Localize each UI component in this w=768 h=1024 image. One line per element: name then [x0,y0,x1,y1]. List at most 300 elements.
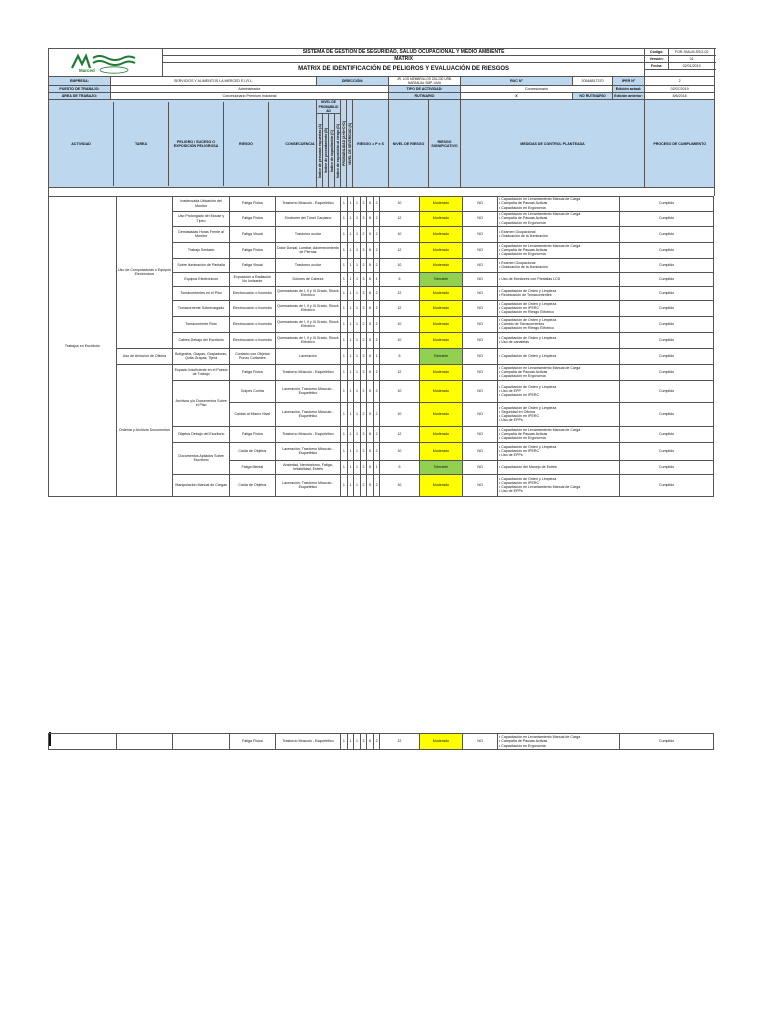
control-measure: • Capacitación en Ergonomía [499,220,546,225]
cell-riesgo: Fatiga Física [229,196,275,211]
control-measure: • Campaña de Pausas Activas [499,739,548,744]
cell-consecuencia: Quemaduras de I, II y III Grado, Shock Eléctrico [275,316,340,332]
control-measure: • Capacitación en Levantamiento Manual de Carga [499,212,581,217]
control-measure: • Capacitación en Ergonomía [499,374,546,379]
cell-proceso: Cumplido [620,348,714,364]
control-measure: • Uso de EPPs [499,489,523,494]
fecha-value: 02/01/2019 [669,63,715,70]
cell-consecuencia: Trastorno Músculo - Esquelético [275,196,340,211]
cell-idx-b: 1 [347,196,354,211]
cell-significativo: NO [463,460,498,474]
tipo-label: TIPO DE ACTIVIDAD: [389,86,461,93]
cell-severidad: 2 [373,442,380,460]
cell-idx-b: 1 [347,332,354,348]
cell-idx-d: 3 [360,300,367,316]
cell-idx-d: 2 [360,196,367,211]
cell-consecuencia: Ansiedad, Nerviosismo, Fatiga, Irritabilidad, Estrés [275,460,340,474]
cell-idx-b: 1 [347,226,354,242]
cell-riesgo: Electrocución o Incendio [229,332,275,348]
cell-probabilidad: 5 [367,332,374,348]
cell-idx-d: 3 [360,426,367,442]
cell-medidas [498,196,620,211]
cell-medidas [498,211,620,226]
ruc-label: RUC N° [461,77,573,86]
col-consecuencia: CONSECUENCIA [285,141,315,146]
tipo-value: Concesionario [461,86,613,93]
cell-idx-b: 1 [347,380,354,402]
col-idx-b-label: Índice de procedimiento (B) [324,128,328,173]
control-measure: • Capacitación en IPERC [499,480,540,485]
cell-medidas [498,380,620,402]
cell-idx-a: 1 [341,474,348,496]
cell-consecuencia: Quemaduras de I, II y III Grado, Shock Eléctrico [275,332,340,348]
cell-probabilidad: 6 [367,272,374,286]
cell-medidas [498,316,620,332]
cell-consecuencia: Trastorno Músculo - Esquelético [275,364,340,380]
control-measure: • Capacitación de Orden y Limpieza [499,353,557,358]
cell-riesgo: Fatiga Física [229,734,275,750]
peligro-cell: Inadecuada Ubicación del Monitor [173,196,230,211]
col-riesgo: RIESGO [224,102,269,186]
cell-idx-b: 1 [347,272,354,286]
cell-proceso: Cumplido [620,460,714,474]
rutinario-value: X [461,93,573,100]
peligro-cell: Bolígrafos, Grapas, Grapadoras, Quita Grapas, Tijera [173,348,230,364]
control-measure: • Examen Ocupacional [499,260,536,265]
cell-significativo: NO [463,211,498,226]
cell-medidas [498,734,620,750]
cell-idx-b: 1 [347,258,354,272]
control-measure: • Capacitación en Ergonomía [499,436,546,441]
cell-nivel-riesgo: Moderado [419,300,463,316]
doc-title: MATRIX DE IDENTIFICACIÓN DE PELIGROS Y EVALUACIÓN DE RIESGOS [163,63,645,77]
cell-medidas [498,332,620,348]
cell-consecuencia: Dolores de Cabeza [275,272,340,286]
cell-idx-a: 1 [341,300,348,316]
cell-consecuencia: Trastorno ocular [275,226,340,242]
cell-idx-d: 2 [360,442,367,460]
cell-riesgo-ps: 12 [380,364,419,380]
cell-idx-b: 1 [347,402,354,426]
cell-idx-a: 1 [341,332,348,348]
control-measure: • Reubicación de Tomacorrientes [499,293,552,298]
blank-cell [645,70,715,77]
cell-severidad: 2 [373,426,380,442]
cell-idx-a: 1 [341,286,348,300]
cell-severidad: 1 [373,460,380,474]
cell-consecuencia: Quemaduras de I, II y III Grado, Shock Eléctrico [275,300,340,316]
cell-idx-b: 1 [347,364,354,380]
cell-medidas [498,426,620,442]
cell-significativo: NO [463,442,498,460]
cell-severidad: 2 [373,734,380,750]
task-cell: Uso de Computadoras o Equipos Electrónicos [116,196,173,348]
cell-probabilidad: 5 [367,226,374,242]
cell-consecuencia: Trastorno Músculo - Esquelético [275,734,340,750]
cell-medidas [498,286,620,300]
cell-riesgo-ps: 12 [380,211,419,226]
cell-idx-b: 1 [347,300,354,316]
cell-idx-a: 1 [341,211,348,226]
cell-idx-d: 2 [360,226,367,242]
cell-severidad: 2 [373,211,380,226]
control-measure: • Capacitación en Levantamiento Manual de Carga [499,735,581,740]
cell-proceso: Cumplido [620,426,714,442]
cell-proceso: Cumplido [620,258,714,272]
cell-nivel-riesgo: Tolerable [419,460,463,474]
cell-severidad: 2 [373,286,380,300]
cell-consecuencia: Síndrome del Túnel Carpiano [275,211,340,226]
cell-idx-a: 1 [341,348,348,364]
cell-idx-c: 1 [354,300,361,316]
control-measure: • Capacitación del Manejo de Estrés [499,464,557,469]
col-proceso: PROCESO DE CUMPLIMIENTO [645,100,715,188]
cell-consecuencia: Dolor Dorsal, Lumbar, Adormecimiento de Piernas [275,242,340,258]
control-measure: • Graduación de la Iluminación [499,234,548,239]
area-value: Concesionario Premium Industrial [111,93,389,100]
cell-proceso: Cumplido [620,364,714,380]
col-nivel-riesgo: NIVEL DE RIESGO [389,100,429,188]
cell-idx-d: 3 [360,734,367,750]
cell-severidad: 2 [373,196,380,211]
peligro-cell: Trabajo Sentado [173,242,230,258]
control-measure: • Capacitación en Riesgo Eléctrico [499,310,555,315]
cell-idx-b: 1 [347,460,354,474]
cell-nivel-riesgo: Moderado [419,734,463,750]
cell-significativo: NO [463,474,498,496]
cell-idx-c: 1 [354,226,361,242]
col-idx-a [317,114,323,188]
cell-consecuencia: Quemaduras de I, II y III Grado, Shock Eléctrico [275,286,340,300]
cell-nivel-riesgo: Moderado [419,258,463,272]
cell-idx-c: 1 [354,258,361,272]
peligro-cell: Espacio Insuficiente en el Puesto de Trabajo [173,364,230,380]
cell-idx-c: 1 [354,272,361,286]
cell-proceso: Cumplido [620,474,714,496]
cell-riesgo: Electrocución o Incendio [229,300,275,316]
cell-medidas [498,300,620,316]
cell-nivel-riesgo: Moderado [419,316,463,332]
edicion-actual-value: 02/07/2019 [645,86,715,93]
cell-nivel-riesgo: Moderado [419,442,463,460]
cell-significativo: NO [463,348,498,364]
peligro-cell: Demasiadas Horas Frente al Monitor [173,226,230,242]
control-measure: • Capacitación de Orden y Limpieza [499,384,557,389]
cell-idx-c: 1 [354,402,361,426]
cell-nivel-riesgo: Moderado [419,380,463,402]
cell-nivel-riesgo: Moderado [419,474,463,496]
cell-riesgo: Caídas al Mismo Nivel [229,402,275,426]
cell-severidad: 1 [373,272,380,286]
cell-riesgo: Electrocución o Incendio [229,316,275,332]
cell-probabilidad: 5 [367,258,374,272]
cell-riesgo: Golpes Contra [229,380,275,402]
company-logo [49,49,163,77]
matrix-body [48,196,714,497]
control-measure: • Uso de EPPs [499,418,523,423]
cell-idx-a: 1 [341,316,348,332]
peligro-cell: Uso Prolongado del Mouse y Tipeo [173,211,230,226]
cell-significativo: NO [463,402,498,426]
control-measure: • Capacitación en IPERC [499,393,540,398]
control-measure: • Campaña de Pausas Activas [499,369,548,374]
control-measure: • Capacitación de Orden y Limpieza [499,335,557,340]
cell-riesgo: Caída de Objetos [229,442,275,460]
cell-idx-b: 1 [347,442,354,460]
cell-idx-d: 2 [360,474,367,496]
cell-idx-c: 1 [354,242,361,258]
cell-riesgo-ps: 12 [380,300,419,316]
cell-idx-c: 1 [354,380,361,402]
cell-significativo: NO [463,226,498,242]
cell-probabilidad: 6 [367,734,374,750]
cell-significativo: NO [463,734,498,750]
cell-significativo: NO [463,316,498,332]
cell-riesgo-ps: 10 [380,380,419,402]
col-idx-d [335,114,341,188]
cell-probabilidad: 6 [367,286,374,300]
control-measure: • Capacitación de Orden y Limpieza [499,405,557,410]
control-measure: • Capacitación en Levantamiento Manual de Carga [499,243,581,248]
cell-idx-a: 1 [341,442,348,460]
version-value: 01 [669,56,715,63]
control-measure: • Capacitación en Levantamiento Manual de Carga [499,427,581,432]
col-actividad-spacer [49,100,317,188]
edicion-anterior-label: Edición anterior: [614,94,643,99]
cell-proceso: Cumplido [620,211,714,226]
cell-nivel-riesgo: Moderado [419,426,463,442]
cell-riesgo: Contacto con Objetos Punzo Cortantes [229,348,275,364]
col-idx-c-label: Índice de capacitación (C) [330,129,334,172]
cell-nivel-riesgo: Moderado [419,402,463,426]
cell-riesgo-ps: 10 [380,402,419,426]
cell-significativo: NO [463,300,498,316]
cell-idx-d: 2 [360,316,367,332]
cell-significativo: NO [463,380,498,402]
activity-cell: Trabajos en Escritorio [49,196,117,496]
peligro-cell: Sobre iluminación de Pantalla [173,258,230,272]
cell-riesgo: Fatiga Física [229,242,275,258]
peligro-cell: Tomacorriente Roto [173,316,230,332]
cell-severidad: 2 [373,380,380,402]
cell-nivel-riesgo: Tolerable [419,348,463,364]
cell-medidas [498,348,620,364]
cell-consecuencia: Laceración [275,348,340,364]
cell-proceso: Cumplido [620,734,714,750]
cell-idx-a: 1 [341,426,348,442]
cell-probabilidad: 5 [367,474,374,496]
cell-significativo: NO [463,272,498,286]
cell-nivel-riesgo: Tolerable [419,272,463,286]
cell-idx-a: 1 [341,402,348,426]
cell-consecuencia: Laceración, Trastorno Músculo - Esquelético [275,442,340,460]
cell-idx-d: 2 [360,258,367,272]
cell-nivel-riesgo: Moderado [419,286,463,300]
cell-probabilidad: 5 [367,196,374,211]
cell-medidas [498,460,620,474]
system-title: SISTEMA DE GESTION DE SEGURIDAD, SALUD OCUPACIONAL Y MEDIO AMBIENTE [163,49,645,56]
continuation-block [48,733,714,750]
spacer-row [49,188,715,196]
cell-idx-c: 1 [354,196,361,211]
control-measure: • Cambio de Tomacorrientes [499,321,545,326]
cell-severidad: 2 [373,242,380,258]
cell-nivel-riesgo: Moderado [419,364,463,380]
cell-riesgo: Fatiga Física [229,211,275,226]
control-measure: • Uso de EPP [499,388,521,393]
col-prob-total-label: PROBABILIDAD (A+B+C+D) [342,121,346,167]
cell-idx-d: 3 [360,211,367,226]
cell-consecuencia: Laceración, Trastorno Músculo - Esquelético [275,474,340,496]
cell-idx-c: 1 [354,316,361,332]
empresa-label: EMPRESA: [49,77,111,86]
cell-riesgo-ps: 10 [380,226,419,242]
cell-proceso: Cumplido [620,300,714,316]
cell-idx-b: 1 [347,426,354,442]
cell-probabilidad: 5 [367,380,374,402]
cell-riesgo-ps: 6 [380,348,419,364]
cell-proceso: Cumplido [620,286,714,300]
control-measure: • Capacitación de Orden y Limpieza [499,444,557,449]
cell-probabilidad: 6 [367,300,374,316]
direccion-value: JR. LOS MEMBRILLOS 226-230 URB. NARANJAL SMP. LIMA [389,77,461,86]
area-label: ÁREA DE TRABAJO: [49,93,111,100]
cell-probabilidad: 6 [367,348,374,364]
task-cell: Ordenar y Archivar Documentos [116,364,173,496]
cell-riesgo: Electrocución o Incendio [229,286,275,300]
cell-idx-c: 1 [354,426,361,442]
cell-severidad: 2 [373,226,380,242]
control-measure: • Capacitación de Orden y Limpieza [499,288,557,293]
cell-idx-d: 3 [360,364,367,380]
cell-medidas [498,226,620,242]
edicion-anterior-value: 8/6/2018 [645,93,715,100]
cell-riesgo-ps: 10 [380,474,419,496]
cell-nivel-riesgo: Moderado [419,211,463,226]
control-measure: • Capacitación en Levantamiento Manual de Carga [499,365,581,370]
cell-medidas [498,364,620,380]
iper-value: 2 [645,77,715,86]
cell-riesgo: Exposición a Radiación No Ionizante [229,272,275,286]
control-measure: • Capacitación de Orden y Limpieza [499,476,557,481]
control-measure: • Campaña de Pausas Activas [499,247,548,252]
cell-riesgo-ps: 12 [380,734,419,750]
cell-severidad: 2 [373,300,380,316]
cell-idx-d: 3 [360,348,367,364]
cell-proceso: Cumplido [620,242,714,258]
control-measure: • Capacitación en IPERC [499,414,540,419]
cell-severidad: 2 [373,402,380,426]
cell-riesgo: Fatiga Visual [229,226,275,242]
control-measure: • Campaña de Pausas Activas [499,201,548,206]
iper-matrix-sheet [48,48,714,497]
control-measure: • Capacitación en Ergonomía [499,205,546,210]
cell-probabilidad: 6 [367,364,374,380]
col-peligro: PELIGRO / SUCESO O EXPOSICIÓN PELIGROSA [169,102,224,186]
peligro-cell: Cables Debajo del Escritorio [173,332,230,348]
task-cell: Uso de Artículos de Oficina [116,348,173,364]
cell-significativo: NO [463,364,498,380]
cell-riesgo: Fatiga Física [229,426,275,442]
cell-proceso: Cumplido [620,380,714,402]
cell-proceso: Cumplido [620,272,714,286]
cell-idx-a: 1 [341,734,348,750]
control-measure: • Capacitación en Ergonomía [499,743,546,748]
table-row [49,364,714,380]
control-measure: • Seguridad en Oficina [499,409,535,414]
cell-idx-b: 1 [347,242,354,258]
cell-idx-c: 1 [354,348,361,364]
cell-idx-d: 3 [360,242,367,258]
doc-type: MATRIX [163,56,645,63]
cell-idx-a: 1 [341,380,348,402]
col-nivel-prob: NIVEL DE PROBABILIDAD [317,100,341,114]
header-table [48,48,715,196]
col-riesgo-ps: RIESGO = P x S [353,100,389,188]
cell-medidas [498,402,620,426]
cell-riesgo-ps: 10 [380,316,419,332]
control-measure: • Examen Ocupacional [499,229,536,234]
cell-proceso: Cumplido [620,316,714,332]
cell-riesgo-ps: 10 [380,332,419,348]
cell-consecuencia: Trastorno ocular [275,258,340,272]
table-row [49,348,714,364]
control-measure: • Campaña de Pausas Activas [499,216,548,221]
col-idx-d-label: Índice de exposición al riesgo (D) [336,123,340,178]
cell-idx-d: 2 [360,332,367,348]
cell-riesgo: Fatiga Visual [229,258,275,272]
peligro-cell: Manipulación Manual de Cargas [173,474,230,496]
peligro-cell: Documentos Apilados Sobre Escritorio [173,442,230,474]
continuation-table [48,733,714,750]
cell-significativo: NO [463,242,498,258]
cell-idx-c: 1 [354,332,361,348]
cell-idx-b: 1 [347,316,354,332]
table-row [49,734,714,750]
cell-proceso: Cumplido [620,226,714,242]
control-measure: • Uso de canaletas [499,340,530,345]
logo-text: Marced [79,68,95,73]
col-significativo: RIESGO SIGNIFICATIVO [429,100,461,188]
cell-riesgo-ps: 6 [380,272,419,286]
cell-idx-d: 2 [360,402,367,426]
cell-probabilidad: 5 [367,460,374,474]
peligro-cell [173,734,230,750]
control-measure: • Capacitación de Orden y Limpieza [499,301,557,306]
cell-severidad: 2 [373,316,380,332]
cell-riesgo-ps: 5 [380,460,419,474]
cell-proceso: Cumplido [620,332,714,348]
activity-cell [49,734,117,750]
control-measure: • Capacitación en Riesgo Eléctrico [499,326,555,331]
cell-consecuencia: Trastorno Músculo - Esquelético [275,426,340,442]
col-tarea: TAREA [114,102,169,186]
peligro-cell: Archivos y/o Documentos Sobre el Piso [173,380,230,426]
cell-probabilidad: 6 [367,211,374,226]
cell-idx-c: 1 [354,460,361,474]
cell-significativo: NO [463,258,498,272]
cell-consecuencia: Laceración, Trastorno Músculo - Esquelético [275,402,340,426]
cell-medidas [498,272,620,286]
cell-riesgo: Fatiga Física [229,364,275,380]
cell-proceso: Cumplido [620,442,714,460]
cell-riesgo-ps: 12 [380,426,419,442]
cell-probabilidad: 5 [367,402,374,426]
cell-severidad: 1 [373,348,380,364]
version-label: Versión: [645,56,669,63]
cell-significativo: NO [463,286,498,300]
rutinario-label: RUTINARIO [389,93,461,100]
